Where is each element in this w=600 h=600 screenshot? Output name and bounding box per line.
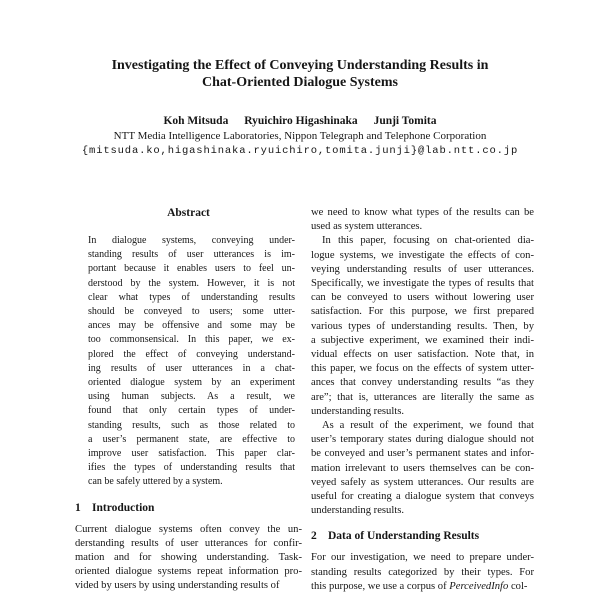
- text-line: too commonsensical. In this paper, we ex-: [88, 334, 295, 346]
- author-name: Junji Tomita: [373, 115, 437, 127]
- text-line: standing results of user utterances is im-: [88, 249, 295, 261]
- text-line: satisfaction. For this purpose, we first prepared: [311, 306, 534, 318]
- two-column-body: [0, 206, 600, 594]
- paragraph: [311, 551, 534, 594]
- text-line: As a result of the experiment, we found that: [322, 420, 534, 432]
- introduction-continued-body: [311, 206, 534, 518]
- text-line: In this paper, focusing on chat-oriented dia-: [322, 235, 534, 247]
- paragraph: [88, 234, 295, 490]
- section-title: Data of Understanding Results: [328, 530, 480, 543]
- text-line: Specifically, we investigate the types of results that: [311, 278, 534, 290]
- abstract-heading: Abstract: [167, 207, 210, 219]
- abstract-body: [75, 234, 302, 490]
- text-line: we need to know what types of the results can be: [311, 207, 534, 218]
- text-line: user’s temporary states during dialogue should not: [311, 434, 534, 446]
- text-line: ances that convey understanding results “as they: [311, 377, 534, 389]
- section-heading-data: [311, 529, 534, 543]
- text-line: derstanding results of user utterances for confir-: [75, 537, 302, 549]
- text-line: useful for creating a dialogue system that conveys: [311, 491, 534, 503]
- paper-title-line: Investigating the Effect of Conveying Understanding Results in: [111, 58, 489, 73]
- text-line: understanding results.: [311, 505, 404, 517]
- text-line: a user’s permanent state, are effective to: [88, 433, 295, 445]
- text-line: clear what types of understanding results: [88, 291, 295, 303]
- text-line: found that only certain types of under-: [88, 405, 295, 417]
- paragraph: [311, 419, 534, 518]
- affiliation-line: NTT Media Intelligence Laboratories, Nippon Telegraph and Telephone Corporation: [113, 130, 487, 142]
- left-column: [75, 206, 302, 594]
- author-name: Ryuichiro Higashinaka: [244, 115, 358, 127]
- text-line: mation and for showing understanding. Task-: [75, 552, 302, 564]
- text-line: oriented dialogue systems repeat information pro-: [75, 566, 302, 578]
- paragraph: [311, 206, 534, 234]
- text-line: should be conveyed to users; some utter-: [88, 306, 295, 318]
- text-line: In dialogue systems, conveying under-: [88, 235, 295, 246]
- text-line: ifies the types of understanding results that: [88, 462, 295, 474]
- paper-header: [0, 0, 600, 158]
- text-line: oriented dialogue system by an experiment: [88, 377, 295, 389]
- text-line: ances may be offensive and some may be: [88, 320, 295, 332]
- section-title: Introduction: [92, 501, 155, 514]
- paragraph: [311, 234, 534, 419]
- text-line: using human subjects. As a result, we: [88, 391, 295, 403]
- text-line: this paper, we focus on the effects of system utter-: [311, 363, 534, 375]
- author-name: Koh Mitsuda: [163, 115, 229, 127]
- text-line: veying understanding results of user utterances.: [311, 263, 534, 275]
- section-number: 2: [311, 530, 317, 543]
- section-heading-introduction: [75, 501, 302, 515]
- text-line: derstood by the system. However, it is not: [88, 277, 295, 289]
- text-line: mation irrelevant to users themselves can be con-: [311, 462, 534, 474]
- text-line: various types of understanding results. Then, by: [311, 320, 534, 332]
- introduction-body: [75, 523, 302, 594]
- data-section-body: [311, 551, 534, 594]
- paper-title-line: Chat-Oriented Dialogue Systems: [202, 75, 398, 90]
- authors-line: [0, 114, 600, 128]
- text-line: used as system utterances.: [311, 221, 423, 233]
- text-line: improve user satisfaction. This paper clar-: [88, 448, 295, 460]
- text-line: a subjective experiment, we examined their indi-: [311, 334, 534, 346]
- text-line: understanding results.: [311, 405, 404, 417]
- text-line: can be conveyed to users without lowering user: [311, 292, 534, 304]
- text-line: ing results of user utterances in a chat-: [88, 362, 295, 374]
- text-line: For our investigation, we need to prepare under-: [311, 552, 534, 564]
- text-line: standing results, such as those related to: [88, 419, 295, 431]
- right-column: [311, 206, 534, 594]
- text-line: vided by users by using understanding results of: [75, 580, 280, 592]
- paragraph: [75, 523, 302, 594]
- section-number: 1: [75, 501, 81, 514]
- text-line: plored the effect of conveying understand-: [88, 348, 295, 360]
- text-line: are”; that is, utterances are literally the same as: [311, 391, 534, 403]
- email-line: {mitsuda.ko,higashinaka.ryuichiro,tomita.junji}@lab.ntt.co.jp: [81, 145, 519, 157]
- paper-title: [0, 57, 600, 91]
- text-line: Current dialogue systems often convey the un-: [75, 523, 302, 535]
- text-line: standing results categorized by their types. For: [311, 566, 534, 578]
- text-line: logue systems, we investigate the effects of con-: [311, 249, 534, 261]
- text-line: vidual effects on user satisfaction. Note that, in: [311, 349, 534, 361]
- text-line: portant because it enables users to feel un-: [88, 263, 295, 275]
- text-line: can be safely uttered by a system.: [88, 476, 223, 488]
- text-line: veyed safely as system utterances. Our results are: [311, 476, 534, 488]
- text-line: be conveyed and user’s permanent states and infor-: [311, 448, 534, 460]
- text-line: this purpose, we use a corpus of PerceivedInfo col-: [311, 580, 528, 592]
